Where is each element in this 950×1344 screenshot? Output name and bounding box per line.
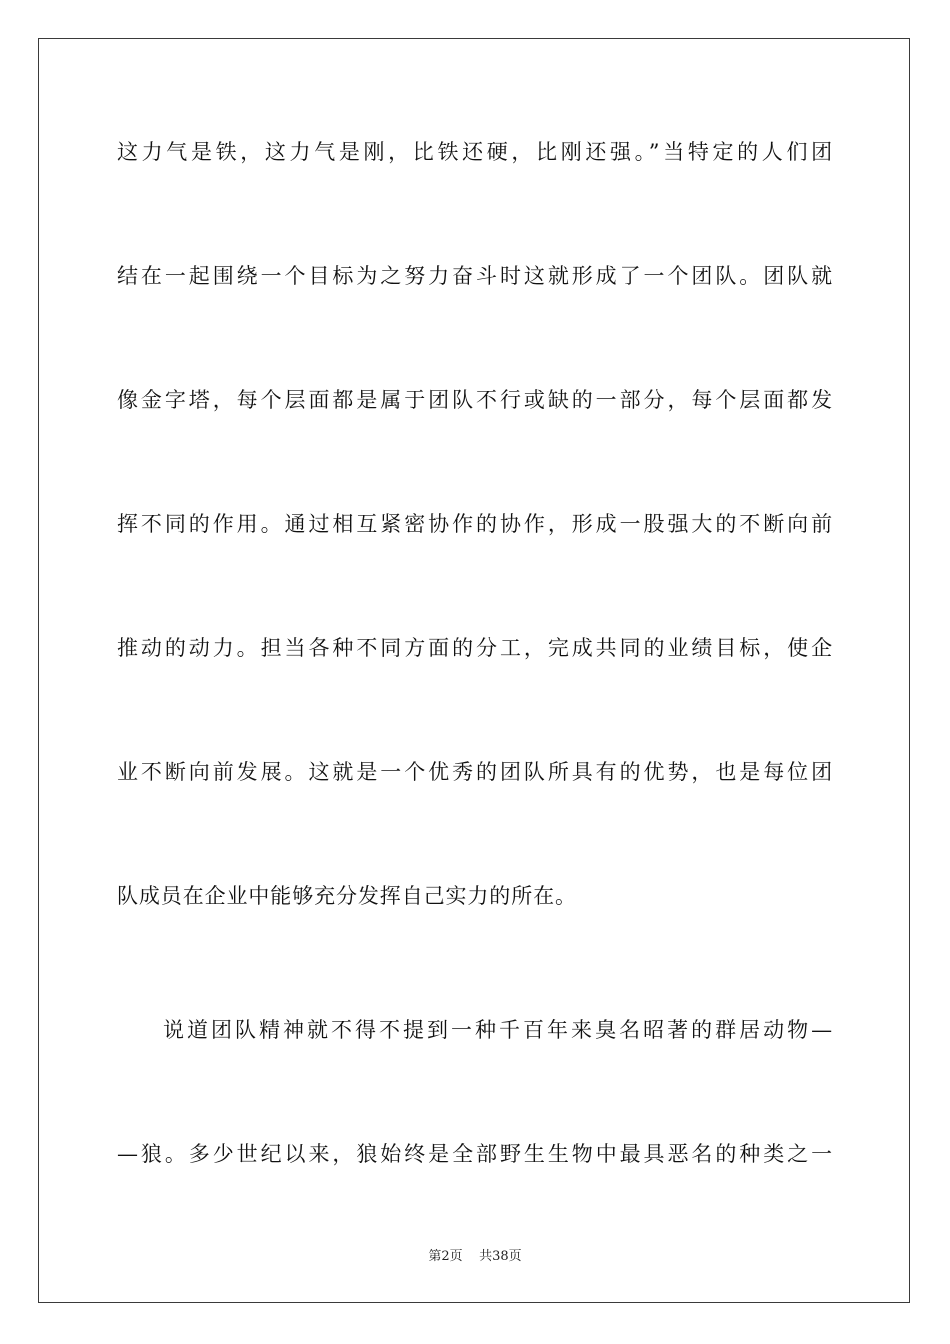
- paragraph-line: 这力气是铁，这力气是刚，比铁还硬，比刚还强。”当特定的人们团: [117, 140, 833, 164]
- page-footer: [0, 1248, 950, 1266]
- paragraph-line: —狼。多少世纪以来，狼始终是全部野生生物中最具恶名的种类之一: [117, 1142, 833, 1166]
- page-total: 共38页: [479, 1249, 522, 1264]
- paragraph-line: 推动的动力。担当各种不同方面的分工，完成共同的业绩目标，使企: [117, 636, 833, 660]
- page-border: [38, 38, 910, 1303]
- paragraph-line: 像金字塔，每个层面都是属于团队不行或缺的一部分，每个层面都发: [117, 388, 833, 412]
- paragraph-line: 结在一起围绕一个目标为之努力奋斗时这就形成了一个团队。团队就: [117, 264, 833, 288]
- paragraph-line: 业不断向前发展。这就是一个优秀的团队所具有的优势，也是每位团: [117, 760, 833, 784]
- paragraph-line: 挥不同的作用。通过相互紧密协作的协作，形成一股强大的不断向前: [117, 512, 833, 536]
- paragraph-line: 说道团队精神就不得不提到一种千百年来臭名昭著的群居动物—: [163, 1018, 833, 1042]
- paragraph-line: 队成员在企业中能够充分发挥自己实力的所在。: [117, 884, 577, 908]
- page-number: 第2页: [428, 1249, 463, 1264]
